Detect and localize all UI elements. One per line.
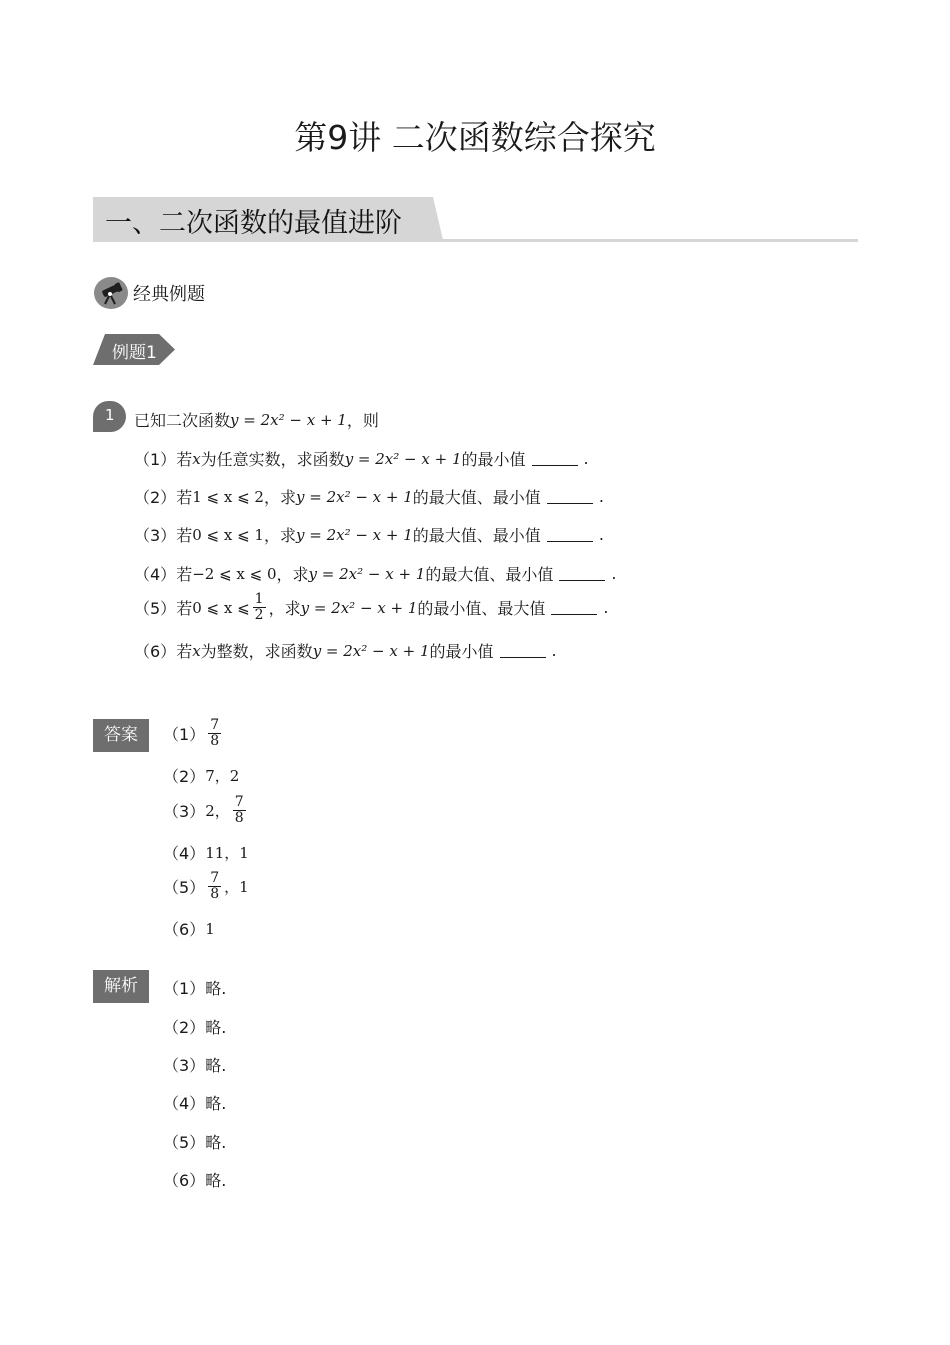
part-pre: 若 bbox=[176, 488, 193, 507]
analysis-label: （4） bbox=[163, 1094, 206, 1113]
analysis-label: （3） bbox=[163, 1056, 206, 1075]
part-pre: 若 bbox=[176, 450, 193, 469]
part-mid: ，求 bbox=[263, 526, 296, 545]
answer-label: （1） bbox=[163, 725, 206, 744]
part-post: 的最大值、最小值 bbox=[412, 488, 541, 507]
question-number: 1 bbox=[105, 406, 115, 424]
analysis-text: 略. bbox=[205, 1056, 227, 1075]
part-end: . bbox=[611, 564, 617, 583]
part-label: （2） bbox=[134, 488, 177, 507]
question-part bbox=[134, 485, 604, 508]
fraction-denominator: 2 bbox=[254, 607, 264, 623]
question-number-badge bbox=[93, 401, 126, 432]
answer-blank[interactable] bbox=[500, 643, 546, 658]
answer-blank[interactable] bbox=[559, 566, 605, 581]
stem-suffix: ，则 bbox=[346, 411, 379, 430]
answer-label: （2） bbox=[163, 767, 206, 786]
analysis-tag: 解析 bbox=[93, 970, 149, 1003]
part-end: . bbox=[598, 487, 604, 506]
answer-blank[interactable] bbox=[547, 489, 593, 504]
part-end: . bbox=[551, 641, 557, 660]
part-label: （3） bbox=[134, 526, 177, 545]
part-post: 的最大值、最小值 bbox=[425, 565, 554, 584]
fraction-denominator: 8 bbox=[210, 733, 220, 749]
fraction-numerator: 1 bbox=[254, 591, 264, 607]
answer-label: （3） bbox=[163, 802, 206, 821]
question-part bbox=[134, 592, 609, 623]
analysis-item bbox=[163, 1130, 226, 1153]
fraction-numerator: 7 bbox=[234, 794, 244, 810]
part-expression: y = 2x² − x + 1 bbox=[312, 641, 430, 660]
answer-blank[interactable] bbox=[547, 527, 593, 542]
question-part bbox=[134, 562, 616, 585]
answer-value: 1 bbox=[205, 919, 215, 938]
answer-blank[interactable] bbox=[551, 600, 597, 615]
question-part bbox=[134, 447, 589, 470]
part-mid: 为任意实数，求函数 bbox=[200, 450, 345, 469]
part-condition: x bbox=[192, 641, 201, 660]
part-pre: 若 bbox=[176, 526, 193, 545]
page-title: 第9讲 二次函数综合探究 bbox=[294, 118, 656, 157]
fraction-denominator: 8 bbox=[234, 810, 244, 826]
part-mid: 为整数，求函数 bbox=[200, 642, 313, 661]
analysis-item bbox=[163, 1091, 226, 1114]
section-title: 一、二次函数的最值进阶 bbox=[105, 208, 402, 239]
part-expression: y = 2x² − x + 1 bbox=[300, 598, 418, 617]
part-label: （5） bbox=[134, 599, 177, 618]
analysis-label: （5） bbox=[163, 1133, 206, 1152]
part-expression: y = 2x² − x + 1 bbox=[295, 487, 413, 506]
analysis-label: （6） bbox=[163, 1171, 206, 1190]
part-label: （1） bbox=[134, 450, 177, 469]
answer-value: 2， bbox=[205, 802, 230, 820]
question-stem bbox=[134, 408, 379, 431]
analysis-item bbox=[163, 1168, 226, 1191]
analysis-text: 略. bbox=[205, 1171, 227, 1190]
part-mid: ，求 bbox=[263, 488, 296, 507]
part-condition: 1 ⩽ x ⩽ 2 bbox=[192, 487, 264, 506]
analysis-item bbox=[163, 976, 226, 999]
answer-label: （6） bbox=[163, 920, 206, 939]
category-heading bbox=[93, 276, 205, 310]
analysis-text: 略. bbox=[205, 1018, 227, 1037]
part-expression: y = 2x² − x + 1 bbox=[344, 449, 462, 468]
part-end: . bbox=[583, 449, 589, 468]
answer-value: 11，1 bbox=[205, 844, 249, 862]
section-header bbox=[93, 197, 858, 243]
fraction-numerator: 7 bbox=[210, 870, 220, 886]
answer-item bbox=[163, 764, 239, 787]
analysis-text: 略. bbox=[205, 979, 227, 998]
stem-function: y = 2x² − x + 1 bbox=[230, 410, 347, 429]
example-tag-label: 例题1 bbox=[112, 343, 157, 363]
answer-item bbox=[163, 841, 249, 864]
part-condition: 0 ⩽ x ⩽ 1 bbox=[192, 525, 264, 544]
analysis-label: （2） bbox=[163, 1018, 206, 1037]
answer-value: ，1 bbox=[224, 878, 249, 896]
answer-tag: 答案 bbox=[93, 719, 149, 752]
answer-blank[interactable] bbox=[532, 451, 578, 466]
part-post: 的最小值 bbox=[429, 642, 494, 661]
question-part bbox=[134, 523, 604, 546]
answer-item bbox=[163, 795, 249, 826]
example-tag bbox=[93, 334, 175, 365]
part-mid: ，求 bbox=[276, 565, 309, 584]
part-post: 的最小值 bbox=[461, 450, 526, 469]
part-pre: 若 bbox=[176, 599, 193, 618]
stem-prefix: 已知二次函数 bbox=[134, 411, 231, 430]
part-end: . bbox=[598, 525, 604, 544]
analysis-label: （1） bbox=[163, 979, 206, 998]
part-condition: x bbox=[192, 449, 201, 468]
answer-item bbox=[163, 871, 249, 902]
analysis-text: 略. bbox=[205, 1133, 227, 1152]
part-expression: y = 2x² − x + 1 bbox=[308, 564, 426, 583]
analysis-item bbox=[163, 1015, 226, 1038]
answer-value: 7，2 bbox=[205, 767, 240, 785]
answer-item bbox=[163, 718, 224, 749]
part-post: 的最大值、最小值 bbox=[412, 526, 541, 545]
answer-label: （5） bbox=[163, 878, 206, 897]
condition-fraction bbox=[253, 592, 266, 623]
question-part bbox=[134, 639, 557, 662]
answer-item bbox=[163, 917, 215, 940]
category-label: 经典例题 bbox=[133, 284, 205, 305]
telescope-icon bbox=[93, 276, 129, 310]
analysis-item bbox=[163, 1053, 226, 1076]
part-pre: 若 bbox=[176, 565, 193, 584]
part-mid: ，求 bbox=[268, 599, 301, 618]
fraction-numerator: 7 bbox=[210, 717, 220, 733]
part-end: . bbox=[603, 598, 609, 617]
part-expression: y = 2x² − x + 1 bbox=[295, 525, 413, 544]
answer-fraction bbox=[208, 718, 221, 749]
part-condition: −2 ⩽ x ⩽ 0 bbox=[192, 564, 277, 583]
answer-label: （4） bbox=[163, 844, 206, 863]
part-condition: 0 ⩽ x ⩽ bbox=[192, 598, 250, 617]
part-pre: 若 bbox=[176, 642, 193, 661]
part-label: （6） bbox=[134, 642, 177, 661]
part-post: 的最小值、最大值 bbox=[417, 599, 546, 618]
part-label: （4） bbox=[134, 565, 177, 584]
fraction-denominator: 8 bbox=[210, 886, 220, 902]
analysis-text: 略. bbox=[205, 1094, 227, 1113]
answer-fraction bbox=[208, 871, 221, 902]
answer-fraction bbox=[233, 795, 246, 826]
